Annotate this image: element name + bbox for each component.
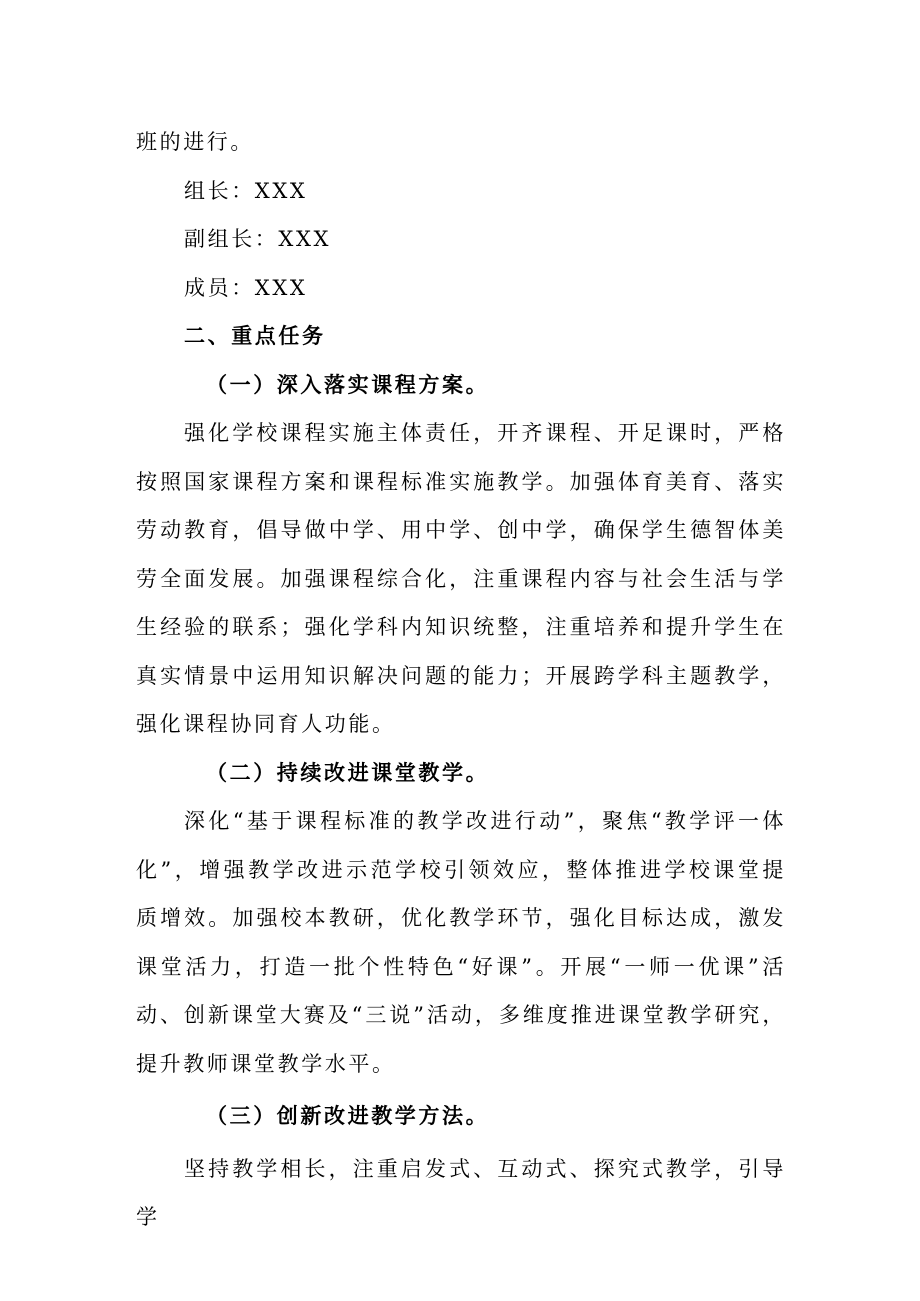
subsection-body-3: 坚持教学相长，注重启发式、互动式、探究式教学，引导学: [136, 1156, 786, 1229]
subsection-body-2: 深化“基于课程标准的教学改进行动”，聚焦“教学评一体化”，增强教学改进示范学校引领效应，整体推进学校课堂提质增效。加强校本教研，优化教学环节，强化目标达成，激发课堂活力，打造一批个性特色“好课”。开展“一师一优课”活动、创新课堂大赛及“三说”活动，多维度推进课堂教学研究，提升教师课堂教学水平。: [136, 809, 786, 1076]
group-leader: 组长：XXX: [184, 178, 308, 203]
paragraph-continuation: 班的进行。: [136, 130, 254, 154]
group-members: 成员：XXX: [184, 275, 308, 300]
document-page: [136, 118, 786, 1242]
subsection-title-2: （二）持续改进课堂教学。: [206, 760, 490, 785]
group-vice-leader: 副组长：XXX: [184, 227, 332, 251]
subsection-title-3: （三）创新改进教学方法。: [206, 1104, 490, 1128]
subsection-body-1: 强化学校课程实施主体责任，开齐课程、开足课时，严格按照国家课程方案和课程标准实施教学。加强体育美育、落实劳动教育，倡导做中学、用中学、创中学，确保学生德智体美劳全面发展。加强课程综合化，注重课程内容与社会生活与学生经验的联系；强化学科内知识统整，注重培养和提升学生在真实情景中运用知识解决问题的能力；开展跨学科主题教学，强化课程协同育人功能。: [136, 421, 786, 736]
section-heading-key-tasks: 二、重点任务: [184, 324, 326, 348]
subsection-title-1: （一）深入落实课程方案。: [206, 372, 490, 397]
